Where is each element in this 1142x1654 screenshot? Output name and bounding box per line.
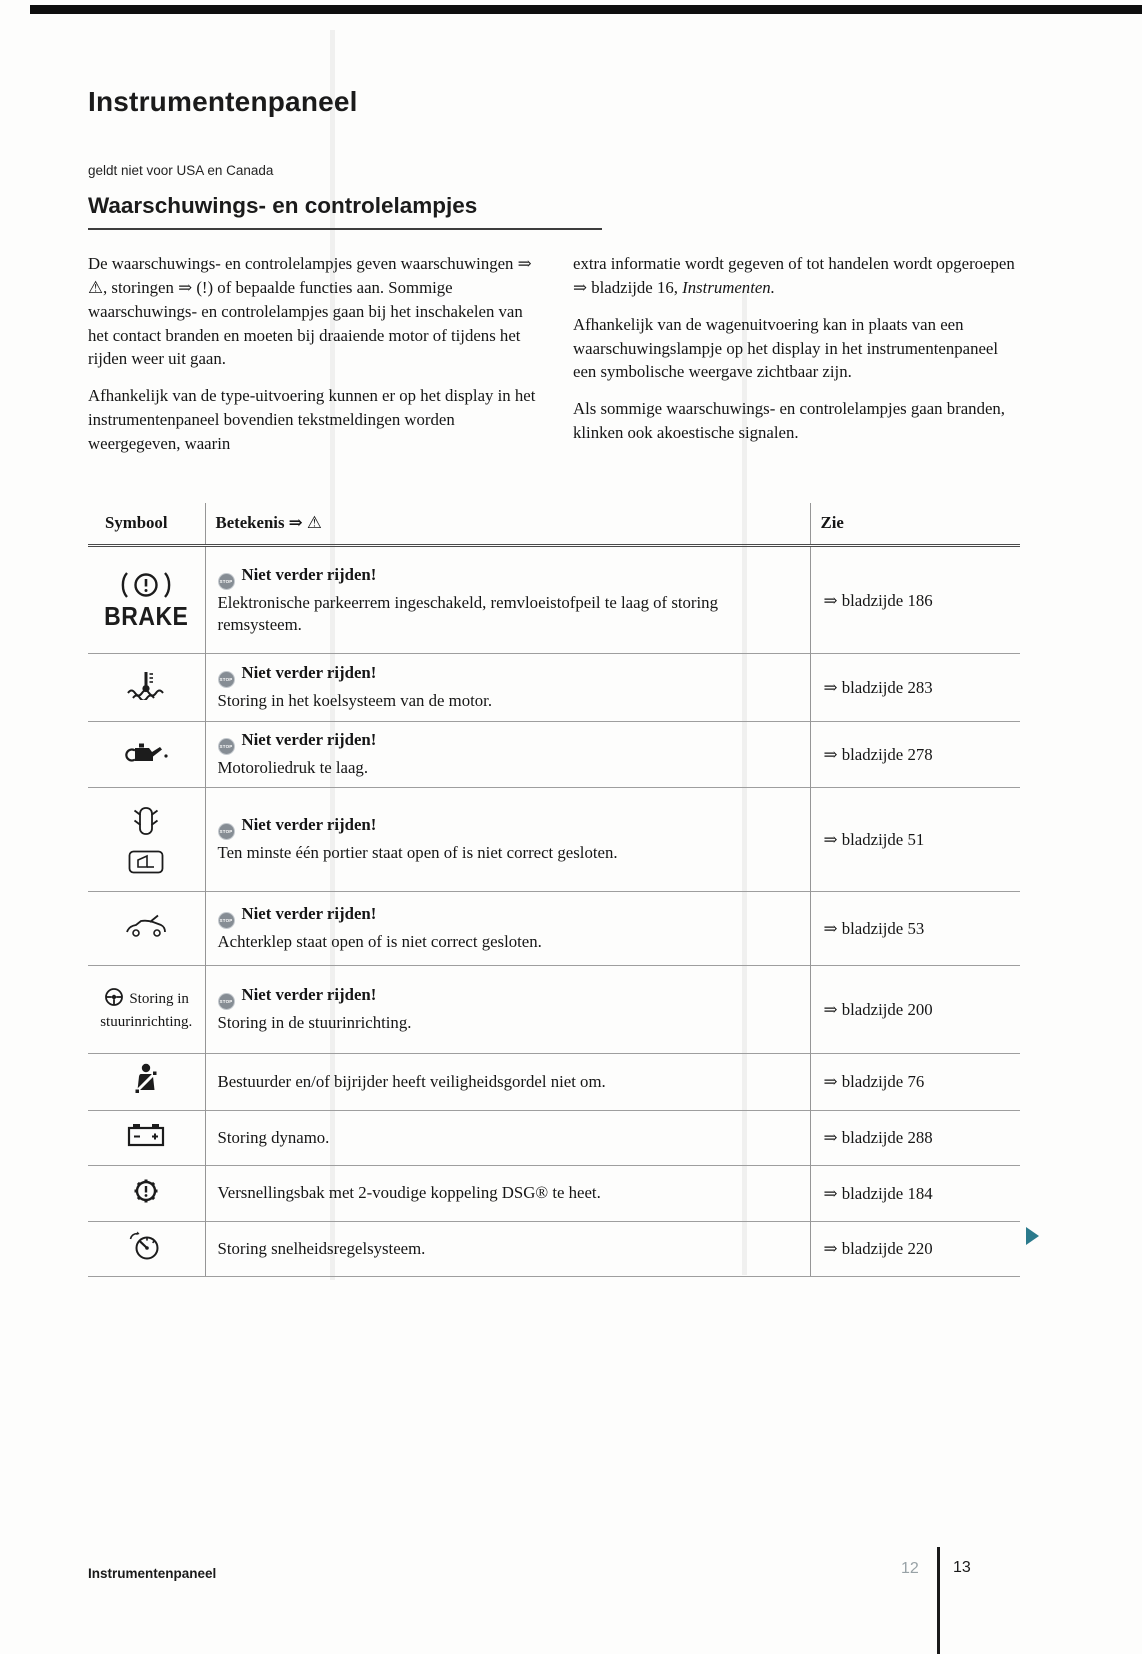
table-row — [88, 1053, 1020, 1110]
applicability-note: geldt niet voor USA en Canada — [88, 163, 274, 178]
intro-column-right — [573, 252, 1025, 469]
see-reference: ⇒ bladzijde 220 — [810, 1221, 1020, 1276]
steering-wheel-icon — [104, 995, 128, 1011]
symbol-cell — [88, 891, 205, 965]
stop-icon: STOP — [218, 912, 235, 929]
meaning-text: Versnellingsbak met 2-voudige koppeling DSG® te heet. — [217, 1183, 601, 1203]
symbol-cell — [88, 787, 205, 891]
stop-icon: STOP — [218, 993, 235, 1010]
doors-open-car-icon — [92, 804, 201, 838]
table-row — [88, 1165, 1020, 1221]
see-reference: ⇒ bladzijde 51 — [810, 787, 1020, 891]
meaning-cell — [205, 1053, 810, 1110]
symbol-cell — [88, 722, 205, 788]
table-row — [88, 546, 1020, 654]
stop-icon: STOP — [218, 738, 235, 755]
page-title: Instrumentenpaneel — [88, 86, 358, 117]
intro-paragraph: Afhankelijk van de type-uitvoering kunnen er op het display in het instrumentenpaneel bovendien tekstmeldingen worden weergegeven, waarin — [88, 386, 536, 453]
intro-text-emphasis: Instrumenten. — [682, 277, 775, 297]
symbol-cell — [88, 1110, 205, 1165]
meaning-cell — [205, 965, 810, 1053]
seatbelt-icon — [133, 1080, 159, 1099]
brake-warning-icon — [92, 570, 201, 600]
page-number-left: 12 — [901, 1560, 919, 1577]
column-header-meaning: Betekenis ⇒ ⚠ — [205, 503, 810, 546]
intro-column-left — [88, 252, 540, 469]
meaning-cell — [205, 722, 810, 788]
symbol-cell — [88, 1221, 205, 1276]
meaning-text: Motoroliedruk te laag. — [217, 758, 369, 777]
table-row — [88, 654, 1020, 722]
boot-open-icon — [125, 923, 167, 942]
meaning-title: STOP Niet verder rijden! — [218, 904, 798, 929]
door-open-icon — [92, 850, 201, 874]
stop-icon: STOP — [218, 573, 235, 590]
meaning-text: Storing in het koelsysteem van de motor. — [217, 691, 493, 711]
meaning-title: STOP Niet verder rijden! — [218, 663, 798, 688]
table-header-row — [88, 503, 1020, 546]
meaning-cell — [205, 1221, 810, 1276]
table-row — [88, 965, 1020, 1053]
see-reference: ⇒ bladzijde 76 — [810, 1053, 1020, 1110]
column-header-symbol: Symbool — [88, 503, 205, 546]
table-row — [88, 1221, 1020, 1276]
see-reference: ⇒ bladzijde 278 — [810, 722, 1020, 788]
symbol-cell — [88, 546, 205, 654]
table-row — [88, 722, 1020, 788]
symbol-cell — [88, 654, 205, 722]
symbol-cell — [88, 1053, 205, 1110]
coolant-temperature-icon — [125, 685, 167, 704]
meaning-text: Bestuurder en/of bijrijder heeft veiligheidsgordel niet om. — [217, 1071, 606, 1091]
meaning-cell — [205, 891, 810, 965]
intro-paragraph: De waarschuwings- en controlelampjes geven waarschuwingen ⇒ ⚠, storingen ⇒ (!) of bepaalde functies aan. Sommige waarschuwings- en controlelampjes gaan bij het inschakelen van het contact branden en moeten bij draaiende motor of tijdens het rijden weer uit gaan. — [88, 254, 532, 369]
gearbox-warning-icon — [131, 1191, 161, 1210]
symbol-cell — [88, 1165, 205, 1221]
warning-lights-table — [88, 503, 1020, 1277]
meaning-title: STOP Niet verder rijden! — [218, 730, 798, 755]
meaning-text: Elektronische parkeerrem ingeschakeld, remvloeistofpeil te laag of storing remsysteem. — [217, 592, 718, 634]
oil-pressure-icon — [123, 750, 169, 769]
meaning-text: Achterklep staat open of is niet correct gesloten. — [217, 931, 542, 951]
meaning-cell — [205, 1165, 810, 1221]
see-reference: ⇒ bladzijde 53 — [810, 891, 1020, 965]
see-reference: ⇒ bladzijde 186 — [810, 546, 1020, 654]
battery-icon — [126, 1133, 166, 1152]
meaning-cell — [205, 546, 810, 654]
intro-text — [88, 252, 1026, 469]
symbol-cell — [88, 965, 205, 1053]
column-header-see: Zie — [810, 503, 1020, 546]
next-page-arrow — [1026, 1227, 1039, 1245]
meaning-cell — [205, 787, 810, 891]
see-reference: ⇒ bladzijde 184 — [810, 1165, 1020, 1221]
meaning-cell — [205, 654, 810, 722]
page-number-right: 13 — [953, 1559, 971, 1576]
symbol-caption-text: Storing in stuurinrichting. — [100, 991, 193, 1030]
footer-section-label: Instrumentenpaneel — [88, 1566, 217, 1581]
cruise-control-icon — [128, 1246, 164, 1265]
intro-paragraph: Afhankelijk van de wagenuitvoering kan in plaats van een waarschuwingslampje op het display in het instrumentenpaneel een symbolische weergave zichtbaar zijn. — [573, 314, 999, 382]
meaning-title: STOP Niet verder rijden! — [218, 815, 798, 840]
table-row — [88, 1110, 1020, 1165]
page-number-divider — [937, 1547, 940, 1654]
steering-fault-symbol — [92, 987, 201, 1032]
meaning-text: Storing in de stuurinrichting. — [217, 1012, 412, 1032]
page-top-rule — [30, 5, 1142, 14]
stop-icon: STOP — [218, 823, 235, 840]
meaning-title: STOP Niet verder rijden! — [218, 985, 798, 1010]
meaning-text: Storing snelheidsregelsysteem. — [217, 1238, 426, 1258]
intro-paragraph: Als sommige waarschuwings- en controlelampjes gaan branden, klinken ook akoestische signalen. — [573, 399, 1005, 443]
see-reference: ⇒ bladzijde 288 — [810, 1110, 1020, 1165]
table-row — [88, 891, 1020, 965]
intro-paragraph — [573, 252, 1025, 300]
meaning-text: Storing dynamo. — [217, 1127, 330, 1147]
intro-text-run: extra informatie wordt gegeven of tot handelen wordt opgeroepen ⇒ bladzijde 16, — [573, 254, 1015, 297]
meaning-title: STOP Niet verder rijden! — [218, 565, 798, 590]
see-reference: ⇒ bladzijde 283 — [810, 654, 1020, 722]
stop-icon: STOP — [218, 671, 235, 688]
table-row — [88, 787, 1020, 891]
brake-label: BRAKE — [104, 601, 189, 631]
section-title: Waarschuwings- en controlelampjes — [88, 193, 602, 230]
meaning-cell — [205, 1110, 810, 1165]
meaning-text: Ten minste één portier staat open of is niet correct gesloten. — [217, 842, 618, 862]
see-reference: ⇒ bladzijde 200 — [810, 965, 1020, 1053]
